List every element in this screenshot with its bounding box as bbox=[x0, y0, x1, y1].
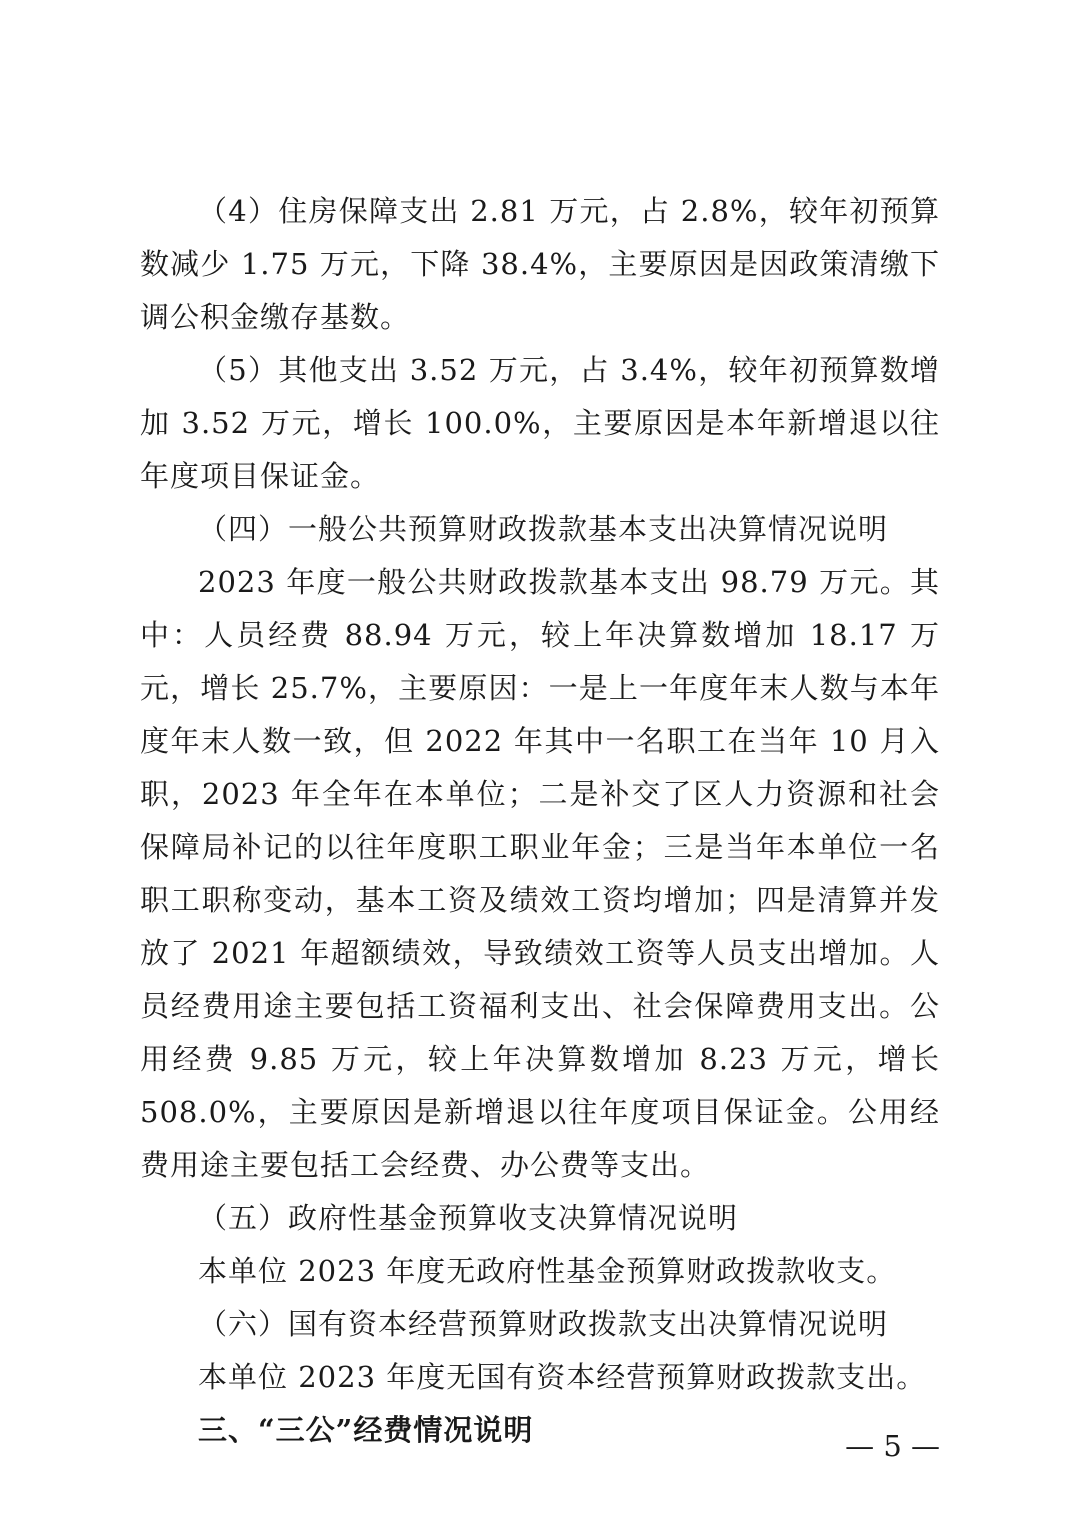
document-body bbox=[140, 185, 940, 1457]
paragraph-government-fund: 本单位 2023 年度无政府性基金预算财政拨款收支。 bbox=[198, 1254, 897, 1288]
section-heading-basic-expenditure: （四）一般公共预算财政拨款基本支出决算情况说明 bbox=[198, 512, 889, 546]
paragraph-basic-expenditure: 2023 年度一般公共财政拨款基本支出 98.79 万元。其中：人员经费 88.94 万元，较上年决算数增加 18.17 万元，增长 25.7%，主要原因：一是上一年度年末人数与本年度年末人数一致，但 2022 年其中一名职工在当年 10 月入职，2023 年全年在本单位；二是补交了区人力资源和社会保障局补记的以往年度职工职业年金；三是当年本单位一名职工职称变动，基本工资及绩效工资均增加；四是清算并发放了 2021 年超额绩效，导致绩效工资等人员支出增加。人员经费用途主要包括工资福利支出、社会保障费用支出。公用经费 9.85 万元，较上年决算数增加 8.23 万元，增长 508.0%，主要原因是新增退以往年度项目保证金。公用经费用途主要包括工会经费、办公费等支出。 bbox=[140, 565, 940, 1182]
section-heading-three-public: 三、“三公”经费情况说明 bbox=[198, 1413, 534, 1447]
paragraph-other-expenditure: （5）其他支出 3.52 万元，占 3.4%，较年初预算数增加 3.52 万元，增长 100.0%，主要原因是本年新增退以往年度项目保证金。 bbox=[140, 353, 940, 493]
paragraph-housing-expenditure: （4）住房保障支出 2.81 万元，占 2.8%，较年初预算数减少 1.75 万元，下降 38.4%，主要原因是因政策清缴下调公积金缴存基数。 bbox=[140, 194, 940, 334]
section-heading-state-capital: （六）国有资本经营预算财政拨款支出决算情况说明 bbox=[198, 1307, 889, 1341]
page-number: — 5 — bbox=[845, 1429, 940, 1463]
section-heading-government-fund: （五）政府性基金预算收支决算情况说明 bbox=[198, 1201, 739, 1235]
paragraph-state-capital: 本单位 2023 年度无国有资本经营预算财政拨款支出。 bbox=[198, 1360, 927, 1394]
